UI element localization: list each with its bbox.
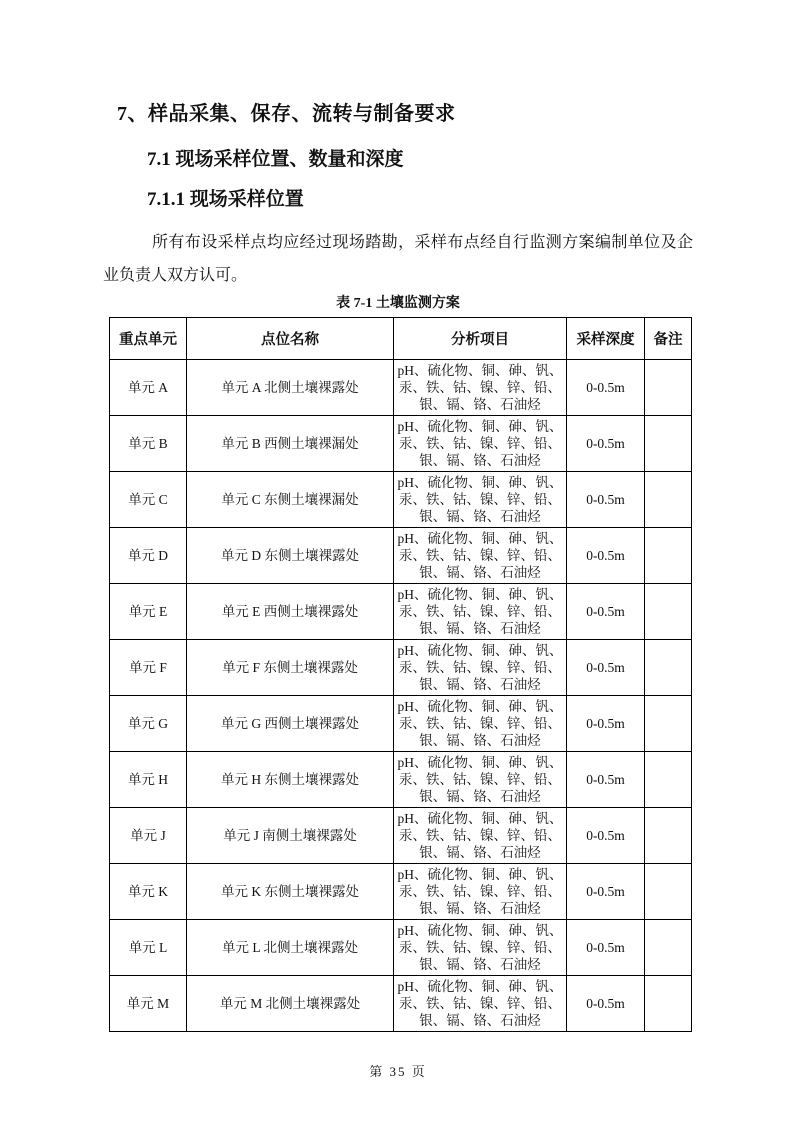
analysis-items-cell: pH、硫化物、铜、砷、钒、汞、铁、钴、镍、锌、铅、银、镉、铬、石油烃 <box>394 472 567 528</box>
note-cell <box>645 640 692 696</box>
column-header-depth: 采样深度 <box>567 318 645 360</box>
table-row <box>110 808 692 864</box>
table-row <box>110 696 692 752</box>
table-row <box>110 864 692 920</box>
table-header-row <box>110 318 692 360</box>
depth-cell: 0-0.5m <box>567 808 645 864</box>
analysis-items-cell: pH、硫化物、铜、砷、钒、汞、铁、钴、镍、锌、铅、银、镉、铬、石油烃 <box>394 528 567 584</box>
body-paragraph: 所有布设采样点均应经过现场踏勘，采样布点经自行监测方案编制单位及企业负责人双方认可。 <box>103 234 693 284</box>
unit-cell: 单元 K <box>110 864 187 920</box>
analysis-items-cell: pH、硫化物、铜、砷、钒、汞、铁、钴、镍、锌、铅、银、镉、铬、石油烃 <box>394 976 567 1032</box>
depth-cell: 0-0.5m <box>567 696 645 752</box>
column-header-unit: 重点单元 <box>110 318 187 360</box>
page-content <box>103 0 693 1080</box>
column-header-location: 点位名称 <box>187 318 394 360</box>
note-cell <box>645 752 692 808</box>
unit-cell: 单元 J <box>110 808 187 864</box>
note-cell <box>645 808 692 864</box>
depth-cell: 0-0.5m <box>567 416 645 472</box>
unit-cell: 单元 E <box>110 584 187 640</box>
note-cell <box>645 528 692 584</box>
section-heading-7: 7、样品采集、保存、流转与制备要求 <box>117 103 456 125</box>
table-row <box>110 976 692 1032</box>
unit-cell: 单元 C <box>110 472 187 528</box>
section-heading-7-1-1: 7.1.1 现场采样位置 <box>147 189 304 210</box>
depth-cell: 0-0.5m <box>567 584 645 640</box>
unit-cell: 单元 F <box>110 640 187 696</box>
unit-cell: 单元 H <box>110 752 187 808</box>
analysis-items-cell: pH、硫化物、铜、砷、钒、汞、铁、钴、镍、锌、铅、银、镉、铬、石油烃 <box>394 752 567 808</box>
location-cell: 单元 M 北侧土壤裸露处 <box>187 976 394 1032</box>
note-cell <box>645 920 692 976</box>
unit-cell: 单元 L <box>110 920 187 976</box>
analysis-items-cell: pH、硫化物、铜、砷、钒、汞、铁、钴、镍、锌、铅、银、镉、铬、石油烃 <box>394 584 567 640</box>
column-header-analysis: 分析项目 <box>394 318 567 360</box>
table-caption: 表 7-1 土壤监测方案 <box>336 296 460 311</box>
table-row <box>110 360 692 416</box>
depth-cell: 0-0.5m <box>567 864 645 920</box>
note-cell <box>645 360 692 416</box>
location-cell: 单元 B 西侧土壤裸漏处 <box>187 416 394 472</box>
note-cell <box>645 472 692 528</box>
note-cell <box>645 584 692 640</box>
soil-monitoring-table <box>109 317 692 1032</box>
depth-cell: 0-0.5m <box>567 472 645 528</box>
depth-cell: 0-0.5m <box>567 528 645 584</box>
location-cell: 单元 K 东侧土壤裸露处 <box>187 864 394 920</box>
depth-cell: 0-0.5m <box>567 640 645 696</box>
analysis-items-cell: pH、硫化物、铜、砷、钒、汞、铁、钴、镍、锌、铅、银、镉、铬、石油烃 <box>394 696 567 752</box>
unit-cell: 单元 M <box>110 976 187 1032</box>
table-row <box>110 528 692 584</box>
note-cell <box>645 864 692 920</box>
table-row <box>110 640 692 696</box>
table-row <box>110 472 692 528</box>
page-number: 第 35 页 <box>369 1064 427 1079</box>
location-cell: 单元 E 西侧土壤裸露处 <box>187 584 394 640</box>
table-row <box>110 416 692 472</box>
location-cell: 单元 G 西侧土壤裸露处 <box>187 696 394 752</box>
location-cell: 单元 J 南侧土壤裸露处 <box>187 808 394 864</box>
unit-cell: 单元 A <box>110 360 187 416</box>
note-cell <box>645 416 692 472</box>
analysis-items-cell: pH、硫化物、铜、砷、钒、汞、铁、钴、镍、锌、铅、银、镉、铬、石油烃 <box>394 360 567 416</box>
note-cell <box>645 976 692 1032</box>
location-cell: 单元 D 东侧土壤裸露处 <box>187 528 394 584</box>
table-row <box>110 584 692 640</box>
note-cell <box>645 696 692 752</box>
location-cell: 单元 A 北侧土壤裸露处 <box>187 360 394 416</box>
analysis-items-cell: pH、硫化物、铜、砷、钒、汞、铁、钴、镍、锌、铅、银、镉、铬、石油烃 <box>394 808 567 864</box>
depth-cell: 0-0.5m <box>567 360 645 416</box>
depth-cell: 0-0.5m <box>567 976 645 1032</box>
location-cell: 单元 C 东侧土壤裸漏处 <box>187 472 394 528</box>
depth-cell: 0-0.5m <box>567 752 645 808</box>
analysis-items-cell: pH、硫化物、铜、砷、钒、汞、铁、钴、镍、锌、铅、银、镉、铬、石油烃 <box>394 416 567 472</box>
analysis-items-cell: pH、硫化物、铜、砷、钒、汞、铁、钴、镍、锌、铅、银、镉、铬、石油烃 <box>394 864 567 920</box>
unit-cell: 单元 B <box>110 416 187 472</box>
unit-cell: 单元 D <box>110 528 187 584</box>
column-header-note: 备注 <box>645 318 692 360</box>
section-heading-7-1: 7.1 现场采样位置、数量和深度 <box>147 149 404 170</box>
analysis-items-cell: pH、硫化物、铜、砷、钒、汞、铁、钴、镍、锌、铅、银、镉、铬、石油烃 <box>394 920 567 976</box>
analysis-items-cell: pH、硫化物、铜、砷、钒、汞、铁、钴、镍、锌、铅、银、镉、铬、石油烃 <box>394 640 567 696</box>
table-row <box>110 920 692 976</box>
depth-cell: 0-0.5m <box>567 920 645 976</box>
table-row <box>110 752 692 808</box>
unit-cell: 单元 G <box>110 696 187 752</box>
location-cell: 单元 H 东侧土壤裸露处 <box>187 752 394 808</box>
location-cell: 单元 F 东侧土壤裸露处 <box>187 640 394 696</box>
location-cell: 单元 L 北侧土壤裸露处 <box>187 920 394 976</box>
